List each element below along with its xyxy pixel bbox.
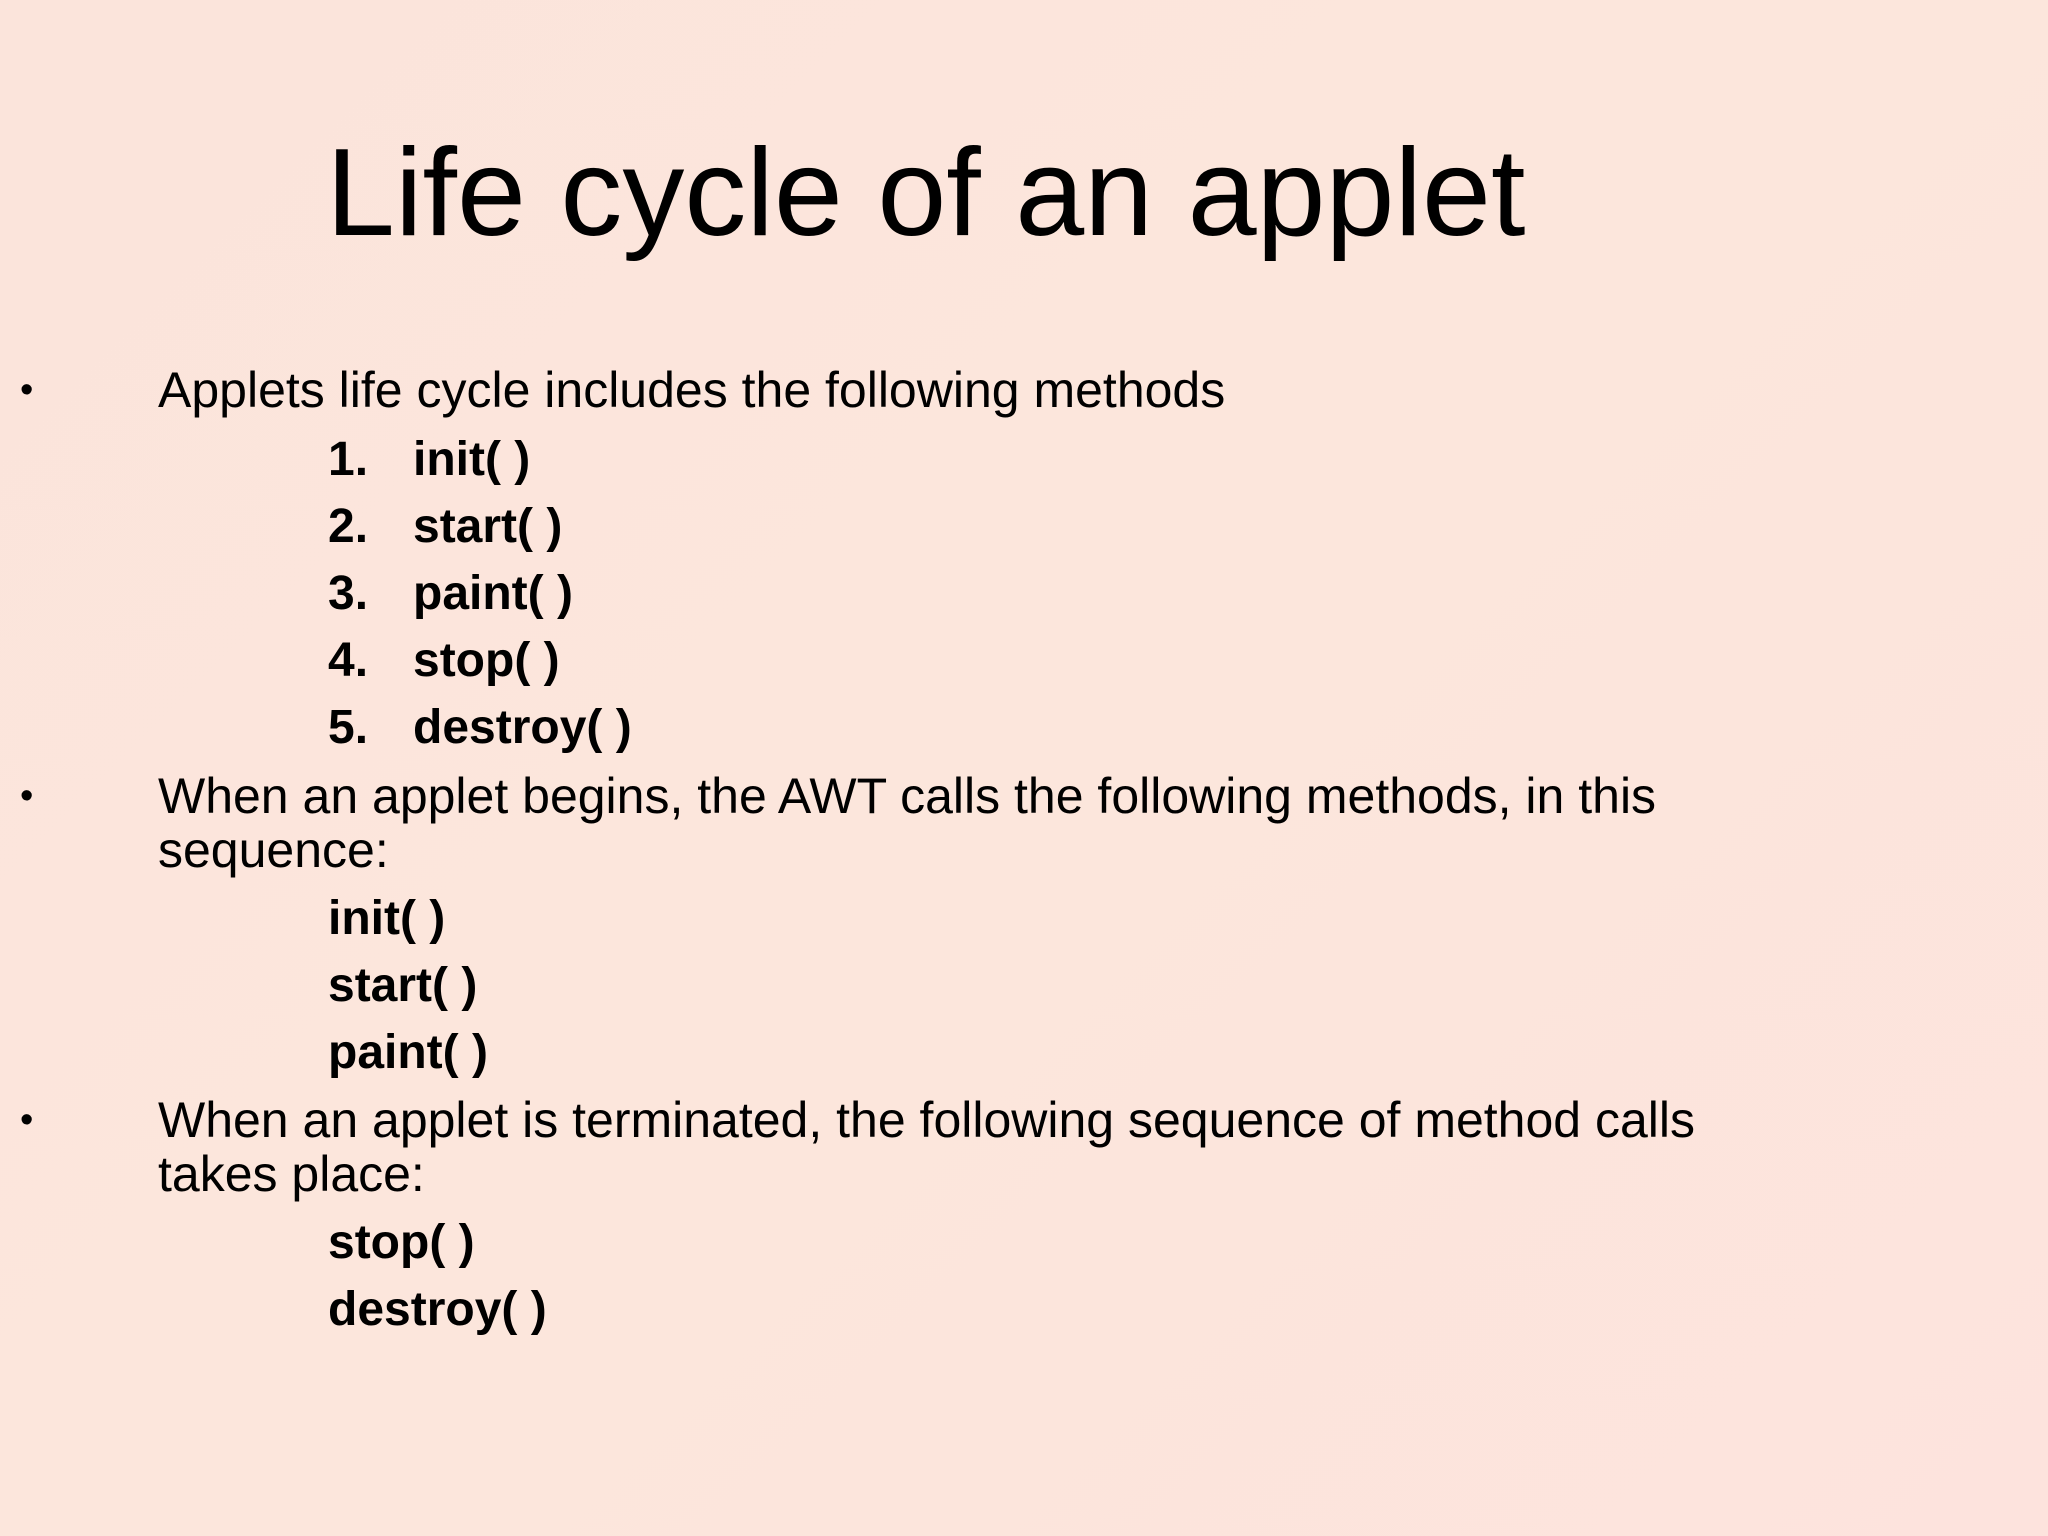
bullet-dot: • xyxy=(20,1099,34,1141)
bullet-dot: • xyxy=(20,369,34,411)
method-label: paint( ) xyxy=(413,567,573,620)
bullet-text-line: takes place: xyxy=(158,1146,425,1202)
item-number: 3. xyxy=(328,567,369,620)
bullet-text-line: When an applet begins, the AWT calls the following methods, in this xyxy=(158,768,1657,824)
method-label: start( ) xyxy=(413,500,563,553)
item-number: 2. xyxy=(328,500,369,553)
numbered-item xyxy=(328,497,562,557)
item-number: 1. xyxy=(328,433,369,486)
bullet-text: Applets life cycle includes the following methods xyxy=(158,362,1226,418)
method-label: stop( ) xyxy=(413,634,560,687)
bullet-text-line: sequence: xyxy=(158,822,389,878)
method-label: start( ) xyxy=(328,959,478,1012)
method-label: init( ) xyxy=(413,433,531,486)
numbered-item xyxy=(328,698,632,758)
item-number: 5. xyxy=(328,701,369,754)
numbered-item xyxy=(328,430,530,490)
item-number: 4. xyxy=(328,634,369,687)
method-label: init( ) xyxy=(328,892,446,945)
method-label: paint( ) xyxy=(328,1026,488,1079)
numbered-item xyxy=(328,564,573,624)
method-label: stop( ) xyxy=(328,1216,475,1269)
numbered-item xyxy=(328,631,560,691)
method-label: destroy( ) xyxy=(413,701,632,754)
method-label: destroy( ) xyxy=(328,1283,547,1336)
slide-title: Life cycle of an applet xyxy=(326,124,1526,262)
bullet-text-line: When an applet is terminated, the following sequence of method calls xyxy=(158,1092,1696,1148)
bullet-dot: • xyxy=(20,775,34,817)
